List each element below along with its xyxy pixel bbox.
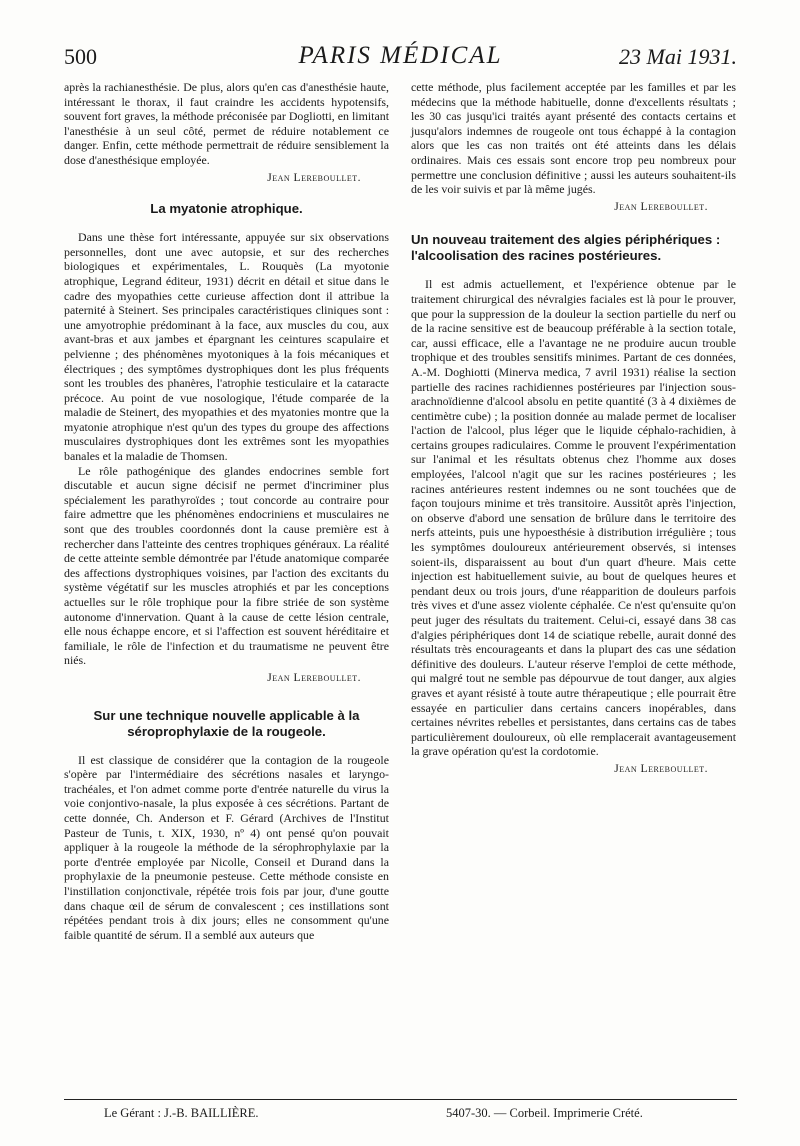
footer-printer: 5407-30. — Corbeil. Imprimerie Crété. (446, 1106, 643, 1120)
section-heading: Sur une technique nouvelle applicable à la séroprophylaxie de la rougeole. (93, 707, 360, 739)
page-number: 500 (64, 44, 97, 69)
paragraph: Le rôle pathogénique des glandes endocrines semble fort discutable et aucun signe décisif ne permet d'incriminer plus spécialement les parathyroïdes ; tout concorde au contraire pour faire admettre que les phénomènes endocriniens et musculaires ne sont que des troubles coordonnés dont la cause première est à rechercher dans l'atteinte des centres trophiques généraux. La réalité de cette atteinte semble démontrée par l'étude anatomique comparée des affections dystrophiques voisines, par l'action des excitants du système végétatif sur les muscles atrophiés et par les conceptions actuelles sur le rôle trophique pour la fibre striée de son système autonome d'innervation. Quant à la cause de cette lésion centrale, elle nous échappe encore, et si l'affection est souvent héréditaire et familiale, le rôle de l'infection et du traumatisme ne peuvent être niés. (64, 463, 389, 668)
paragraph: après la rachianesthésie. De plus, alors qu'en cas d'anesthésie haute, intéressant le thorax, il faut craindre les accidents hypotensifs, souvent fort graves, la méthode préconisée par Dogliotti, en limitant l'anesthésie à un seul côté, permet de réduire notablement ce danger. Enfin, cette méthode permettrait de réduire sensiblement la dose d'anesthésique employée. (64, 80, 389, 167)
footer-rule (64, 1099, 737, 1100)
paragraph: Il est admis actuellement, et l'expérience obtenue par le traitement chirurgical des névralgies faciales est là pour le prouver, que pour la suppression de la douleur la section partielle du nerf ou de la racine sensitive est de beaucoup préférable à la section totale, car, aussi efficace, elle a l'avantage ne ne produire aucun trouble trophique et des troubles sensitifs minimes. Partant de ces données, A.-M. Doghiotti (Minerva medica, 7 avril 1931) réalise la section partielle des racines rachidiennes postérieures par l'injection sous-arachnoïdienne d'alcool absolu en petite quantité (3 à 4 dixièmes de centimètre cube) ; la position donnée au malade permet de localiser l'action de l'alcool, plus léger que le liquide céphalo-rachidien, à certains groupes radiculaires. Comme le prouvent l'expérimentation sur l'animal et les résultats obtenus chez l'homme aux doses employées, l'alcool n'agit que sur les racines postérieures ; les racines antérieures restent indemnes ou ne sont touchées que de façon toujours minime et très transitoire. Aussitôt après l'injection, on observe d'abord une sensation de brûlure dans le territoire des nerfs atteints, puis une hypoesthésie à distribution irrégulière ; tous les symptômes douloureux antérieurement observés, si intenses soient-ils, disparaissent au bout d'un quart d'heure. Mais cette injection est habituellement suivie, au bout de quelques heures et pendant deux ou trois jours, d'une réapparition de douleurs parfois très vives et d'une assez violente céphalée. Ce n'est qu'ensuite qu'on peut juger des résultats du traitement. Celui-ci, essayé dans 38 cas d'algies périphériques dont 14 de sciatique rebelle, aurait donné des résultats très encourageants et dans la plupart des cas une sédation définitive des douleurs. L'auteur réserve l'emploi de cette méthode, qui malgré tout ne semble pas dépourvue de tout danger, aux algies graves et ayant résisté à toute autre thérapeutique ; elle pourrait être essayée en particulier dans certains cancers inopérables, dans certaines névrites rebelles et persistantes, dans certains cas de tabes particulièrement douloureux, où elle remplacerait avantageusement la grave opération qu'est la cordotomie. (411, 277, 736, 759)
author-signature: Jean Lereboullet. (614, 200, 708, 213)
right-column (411, 80, 736, 777)
running-header (64, 40, 737, 74)
author-signature: Jean Lereboullet. (267, 171, 361, 184)
paragraph: cette méthode, plus facilement acceptée par les familles et par les médecins que la méthode habituelle, donne d'excellents résultats ; les 30 cas jusqu'ici traités ayant présenté des contacts certains et jusqu'alors indemnes de rougeole ont tous échappé à la contagion alors que les cas non traités ont été atteints dans les délais ordinaires. Mais ces essais sont encore trop peu nombreux pour permettre une conclusion définitive ; aussi les auteurs souhaitent-ils de les voir suivis et par là même jugés. (411, 80, 736, 197)
paragraph: Il est classique de considérer que la contagion de la rougeole s'opère par l'intermédiaire des sécrétions nasales et laryngo-trachéales, et l'on admet comme porte d'entrée naturelle du virus la voie conjontivo-nasale, la plus exposée à ces sécrétions. Partant de cette donnée, Ch. Anderson et F. Gérard (Archives de l'Institut Pasteur de Tunis, t. XIX, 1930, nº 4) ont pensé qu'on pouvait appliquer à la rougeole la méthode de la sérophrophylaxie par la porte d'entrée employée par Nicolle, Conseil et Durand dans la prophylaxie de la pneumonie pesteuse. Cette méthode consiste en l'instillation conjonctivale, répétée trois fois par jour, d'une goutte dans chaque œil de sérum de convalescent ; ces instillations sont répétées pendant trois à dix jours; elles ne consomment qu'une faible quantité de sérum. Il a semblé aux auteurs que (64, 752, 389, 942)
issue-date: 23 Mai 1931. (619, 44, 737, 69)
footer-manager: Le Gérant : J.-B. BAILLIÈRE. (104, 1106, 259, 1120)
author-signature: Jean Lereboullet. (614, 762, 708, 775)
left-column (64, 80, 389, 942)
section-heading: Un nouveau traitement des algies périphériques : l'alcoolisation des racines postérieures. (411, 232, 721, 264)
author-signature: Jean Lereboullet. (267, 671, 361, 684)
paragraph: Dans une thèse fort intéressante, appuyée sur six observations personnelles, dont une avec autopsie, et sur des recherches biologiques et expérimentales, L. Rouquès (La myotonie atrophique, Legrand éditeur, 1931) décrit en détail et situe dans le cadre des myopathies cette curieuse affection dont il attribue la paternité à Steinert. Ses principales caractéristiques cliniques sont : une amyotrophie prédominant à la face, aux muscles du cou, aux avant-bras et aux jambes et épargnant les ceintures scapulaire et pelvienne ; des phénomènes myotoniques à la fois mécaniques et électriques ; des symptômes dystrophiques dont les plus fréquents sont les troubles des phanères, l'atrophie testiculaire et la cataracte précoce. Au point de vue nosologique, l'étude comparée de la maladie de Steinert, des myopathies et des myatonies montre que la myatonie atrophique n'est qu'un des types du groupe des affections musculaires dystrophiques dont les extrêmes sont les myopathies banales et la maladie de Thomsen. (64, 230, 389, 464)
section-heading: La myatonie atrophique. (150, 201, 303, 217)
journal-title: PARIS MÉDICAL (298, 42, 503, 69)
